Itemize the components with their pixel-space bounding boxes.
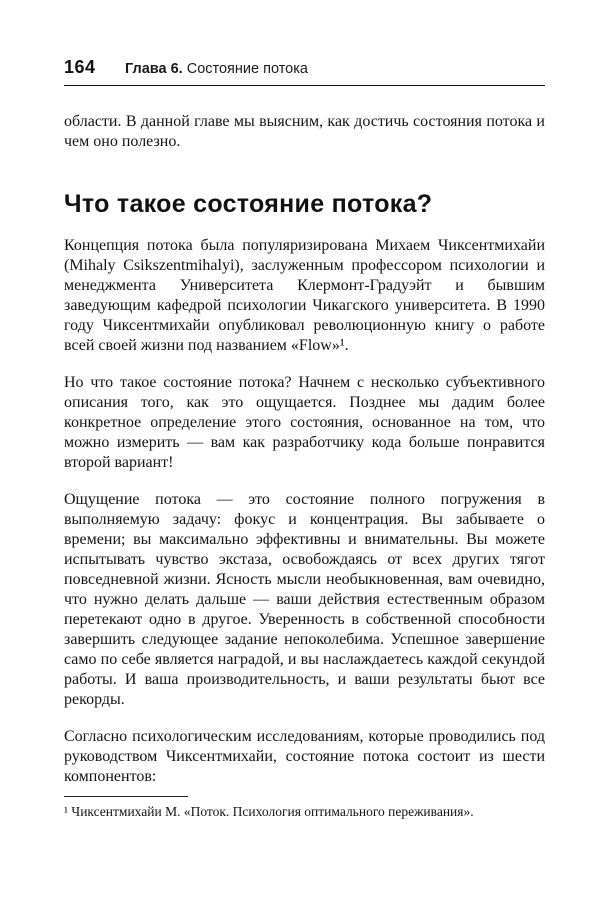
page-number: 164 xyxy=(64,57,96,77)
paragraph-flow-concept: Концепция потока была популяризирована Михаем Чиксентмихайи (Mihaly Csikszentmihalyi), заслуженным профессором психологии и менеджмента Университета Клермонт-Градуэйт и бывшим заведующим кафедрой психологии Чикагского университета. В 1990 году Чиксентмихайи опубликовал революционную книгу о работе всей своей жизни под названием «Flow»¹. xyxy=(64,237,545,354)
footnote-area xyxy=(64,796,545,820)
paragraph-what-is-flow: Но что такое состояние потока? Начнем с несколько субъективного описания того, как это ощущается. Позднее мы дадим более конкретное определение этого состояния, основанное на том, что можно измерить — вам как разработчику кода больше понравится второй вариант! xyxy=(64,374,545,471)
section-title: Что такое состояние потока? xyxy=(64,190,433,218)
chapter-title: Состояние потока xyxy=(186,61,308,77)
paragraph-flow-feeling: Ощущение потока — это состояние полного погружения в выполняемую задачу: фокус и концентрация. Вы забываете о времени; вы максимально эффективны и внимательны. Вы можете испытывать чувство экстаза, освобождаясь от всех других тягот повседневной жизни. Ясность мысли необыкновенная, вам очевидно, что нужно делать дальше — ваши действия естественным образом перетекают одно в другое. Уверенность в собственной способности завершить следующее задание непоколебима. Успешное завершение само по себе является наградой, и вы наслаждаетесь каждой секундой работы. И ваша производительность, и ваши результаты бьют все рекорды. xyxy=(64,491,545,708)
chapter-label: Глава 6. xyxy=(125,61,183,77)
header-rule xyxy=(64,85,545,86)
running-head xyxy=(64,57,545,78)
paragraph-six-components: Согласно психологическим исследованиям, которые проводились под руководством Чиксентмихайи, состояние потока состоит из шести компонентов: xyxy=(64,728,545,785)
footnote-text: ¹ Чиксентмихайи М. «Поток. Психология оптимального переживания». xyxy=(64,804,474,819)
intro-paragraph: области. В данной главе мы выясним, как достичь состояния потока и чем оно полезно. xyxy=(64,113,545,150)
chapter-heading xyxy=(125,61,308,77)
footnote-rule xyxy=(64,796,188,797)
